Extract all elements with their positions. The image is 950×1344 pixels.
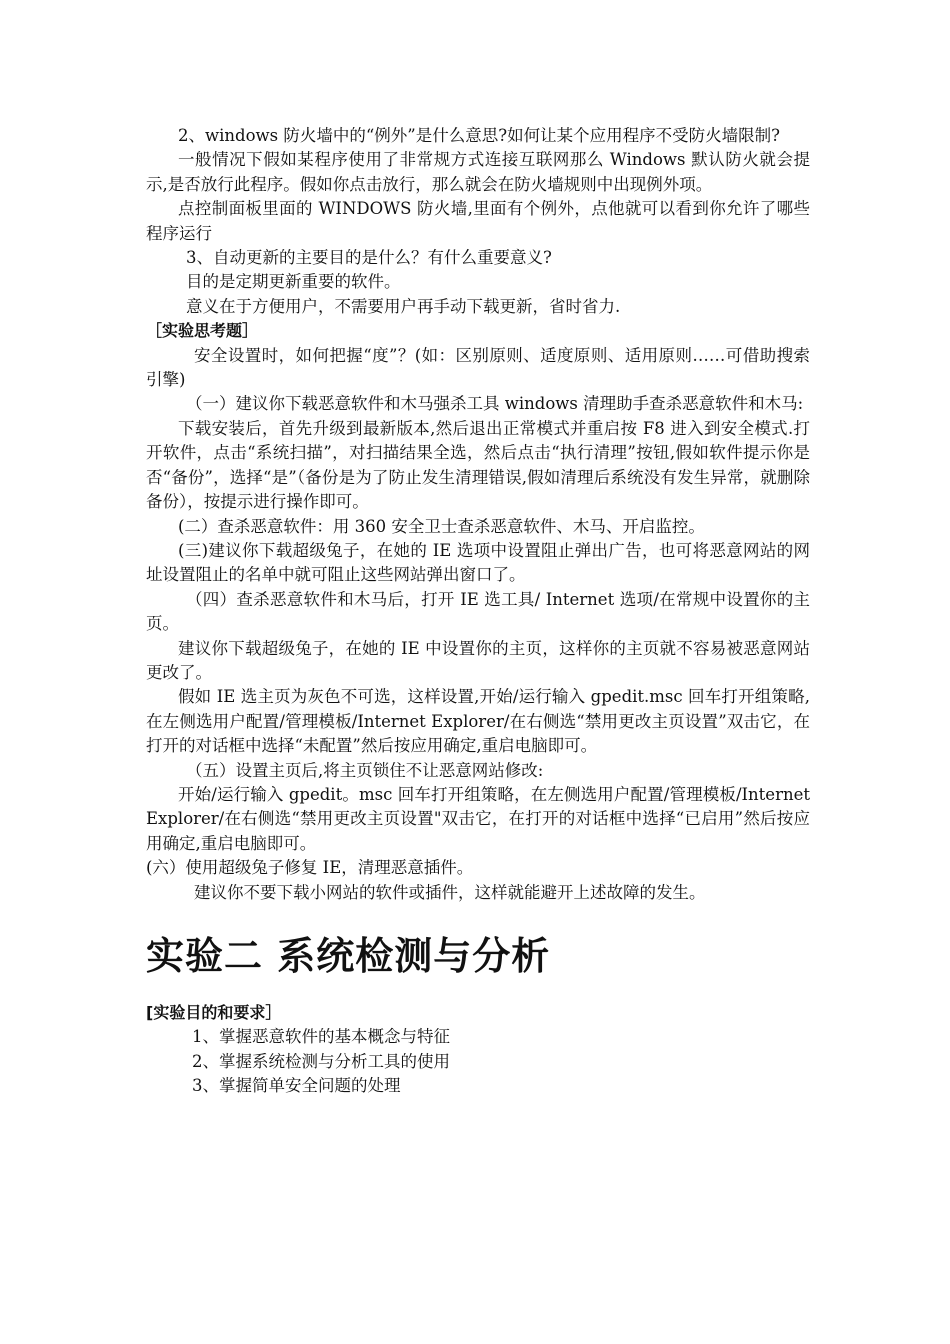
section-heading-think: ［实验思考题］	[146, 321, 259, 341]
answer-3-purpose: 目的是定期更新重要的软件。	[186, 272, 401, 292]
think-step-6: (六）使用超级兔子修复 IE，清理恶意插件。	[146, 858, 474, 878]
think-step-3: (三)建议你下载超级兔子，在她的 IE 选项中设置阻止弹出广告，也可将恶意网站的网址设置阻止的名单中就可阻止这些网站弹出窗口了。	[146, 540, 810, 585]
document-page	[146, 124, 810, 1099]
chapter-title: 实验二 系统检测与分析	[146, 934, 551, 978]
section-heading-goals: [实验目的和要求］	[146, 1003, 282, 1022]
think-step-1: （一）建议你下载恶意软件和木马强杀工具 windows 清理助手查杀恶意软件和木马:	[186, 394, 804, 414]
goal-item: 1、掌握恶意软件的基本概念与特征	[192, 1027, 450, 1047]
think-step-4-detail-2: 假如 IE 选主页为灰色不可选，这样设置,开始/运行输入 gpedit.msc 回车打开组策略,在左侧选用户配置/管理模板/Internet Explorer/在右侧选“禁用更改主页设置”双击它，在打开的对话框中选择“未配置”然后按应用确定,重启电脑即可。	[146, 687, 810, 756]
answer-2-paragraph-2: 点控制面板里面的 WINDOWS 防火墙,里面有个例外，点他就可以看到你允许了哪些程序运行	[146, 199, 810, 243]
think-step-4-detail-1: 建议你下载超级兔子，在她的 IE 中设置你的主页，这样你的主页就不容易被恶意网站更改了。	[146, 638, 810, 682]
think-step-5-detail: 开始/运行输入 gpedit。msc 回车打开组策略，在左侧选用户配置/管理模板/Internet Explorer/在右侧选“禁用更改主页设置"双击它，在打开的对话框中选择“已启用”然后按应用确定,重启电脑即可。	[146, 784, 810, 853]
question-3: 3、自动更新的主要目的是什么？有什么重要意义?	[186, 248, 552, 268]
think-conclusion: 建议你不要下载小网站的软件或插件，这样就能避开上述故障的发生。	[194, 882, 706, 902]
answer-3-significance: 意义在于方便用户，不需要用户再手动下载更新，省时省力.	[186, 296, 621, 316]
think-step-4: （四）查杀恶意软件和木马后，打开 IE 选工具/ Internet 选项/在常规中设置你的主页。	[146, 589, 810, 634]
answer-2-paragraph-1: 一般情况下假如某程序使用了非常规方式连接互联网那么 Windows 默认防火就会提示,是否放行此程序。假如你点击放行，那么就会在防火墙规则中出现例外项。	[146, 150, 810, 194]
think-step-2: (二）查杀恶意软件：用 360 安全卫士查杀恶意软件、木马、开启监控。	[178, 516, 705, 536]
goal-item: 2、掌握系统检测与分析工具的使用	[192, 1051, 450, 1071]
think-step-5: （五）设置主页后,将主页锁住不让恶意网站修改:	[186, 760, 544, 780]
think-question: 安全设置时，如何把握“度”？(如：区别原则、适度原则、适用原则……可借助搜索引擎)	[146, 345, 810, 390]
think-step-1-detail: 下载安装后，首先升级到最新版本,然后退出正常模式并重启按 F8 进入到安全模式.打开软件，点击“系统扫描”，对扫描结果全选，然后点击“执行清理”按钮,假如软件提示你是否“备份”，选择“是”（备份是为了防止发生清理错误,假如清理后系统没有发生异常，就删除备份），按提示进行操作即可。	[146, 418, 810, 512]
question-2: 2、windows 防火墙中的“例外”是什么意思?如何让某个应用程序不受防火墙限制?	[178, 126, 780, 145]
goal-item: 3、掌握简单安全问题的处理	[192, 1076, 401, 1096]
